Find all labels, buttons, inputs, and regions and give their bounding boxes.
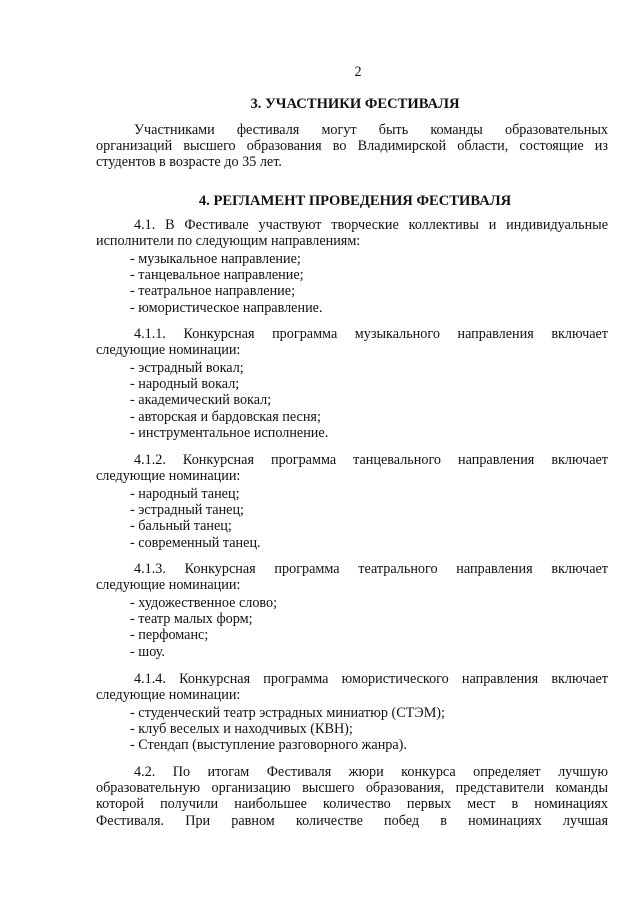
paragraph-4-1-3 [96, 561, 608, 593]
paragraph-line: следующие номинации: [96, 687, 241, 704]
list-item: - инструментальное исполнение. [130, 424, 329, 441]
list-item: - театр малых форм; [130, 611, 253, 628]
list-4-1-2 [130, 486, 610, 551]
paragraph-line: организаций высшего образования во Владимирской области, состоящие из [96, 138, 608, 155]
list-item: - эстрадный вокал; [130, 360, 244, 376]
paragraph-line: следующие номинации: [96, 577, 241, 594]
list-4-1-4 [130, 705, 610, 754]
paragraph-line: следующие номинации: [96, 468, 241, 485]
paragraph-4-2 [96, 764, 608, 829]
list-4-1-3 [130, 595, 610, 660]
paragraph-4-1-4 [96, 671, 608, 703]
section-3-heading: 3. УЧАСТНИКИ ФЕСТИВАЛЯ [250, 96, 460, 112]
paragraph-line: студентов в возрасте до 35 лет. [96, 154, 282, 171]
list-item: - юмористическое направление. [130, 299, 323, 316]
section-4-heading: 4. РЕГЛАМЕНТ ПРОВЕДЕНИЯ ФЕСТИВАЛЯ [198, 193, 512, 209]
paragraph-line: исполнители по следующим направлениям: [96, 233, 361, 250]
list-item: - клуб веселых и находчивых (КВН); [130, 721, 353, 738]
page-number: 2 [354, 64, 362, 80]
list-item: - студенческий театр эстрадных миниатюр (СТЭМ); [130, 705, 445, 721]
paragraph-4-1-1 [96, 326, 608, 358]
list-item: - народный вокал; [130, 376, 240, 393]
list-item: - авторская и бардовская песня; [130, 408, 321, 425]
list-item: - Стендап (выступление разговорного жанра). [130, 737, 407, 754]
list-item: - театральное направление; [130, 283, 296, 300]
paragraph-line: Фестиваля. При равном количестве побед в номинациях лучшая [96, 812, 608, 829]
list-4-1-1 [130, 360, 610, 441]
paragraph-line: 4.2. По итогам Фестиваля жюри конкурса определяет лучшую [134, 764, 608, 780]
list-item: - танцевальное направление; [130, 267, 304, 284]
paragraph-line: 4.1. В Фестивале участвуют творческие коллективы и индивидуальные [134, 217, 608, 233]
paragraph-line: которой получили наибольшее количество первых мест в номинациях [96, 796, 608, 813]
paragraph-line: 4.1.3. Конкурсная программа театрального направления включает [134, 561, 608, 577]
section-3-paragraph [96, 122, 608, 171]
paragraph-line: 4.1.1. Конкурсная программа музыкального направления включает [134, 326, 608, 342]
list-item: - художественное слово; [130, 595, 278, 611]
list-4-1 [130, 251, 610, 316]
paragraph-line: образовательную организацию высшего образования, представители команды [96, 780, 608, 797]
list-item: - эстрадный танец; [130, 502, 244, 519]
list-item: - народный танец; [130, 486, 240, 502]
paragraph-line: 4.1.4. Конкурсная программа юмористического направления включает [134, 671, 608, 687]
paragraph-line: Участниками фестиваля могут быть команды образовательных [134, 122, 608, 138]
list-item: - шоу. [130, 643, 165, 660]
list-item: - академический вокал; [130, 392, 272, 409]
paragraph-line: 4.1.2. Конкурсная программа танцевального направления включает [134, 452, 608, 468]
list-item: - современный танец. [130, 534, 261, 551]
paragraph-line: следующие номинации: [96, 342, 241, 359]
list-item: - музыкальное направление; [130, 251, 301, 267]
list-item: - перфоманс; [130, 627, 209, 644]
list-item: - бальный танец; [130, 518, 232, 535]
paragraph-4-1-2 [96, 452, 608, 484]
paragraph-4-1 [96, 217, 608, 249]
